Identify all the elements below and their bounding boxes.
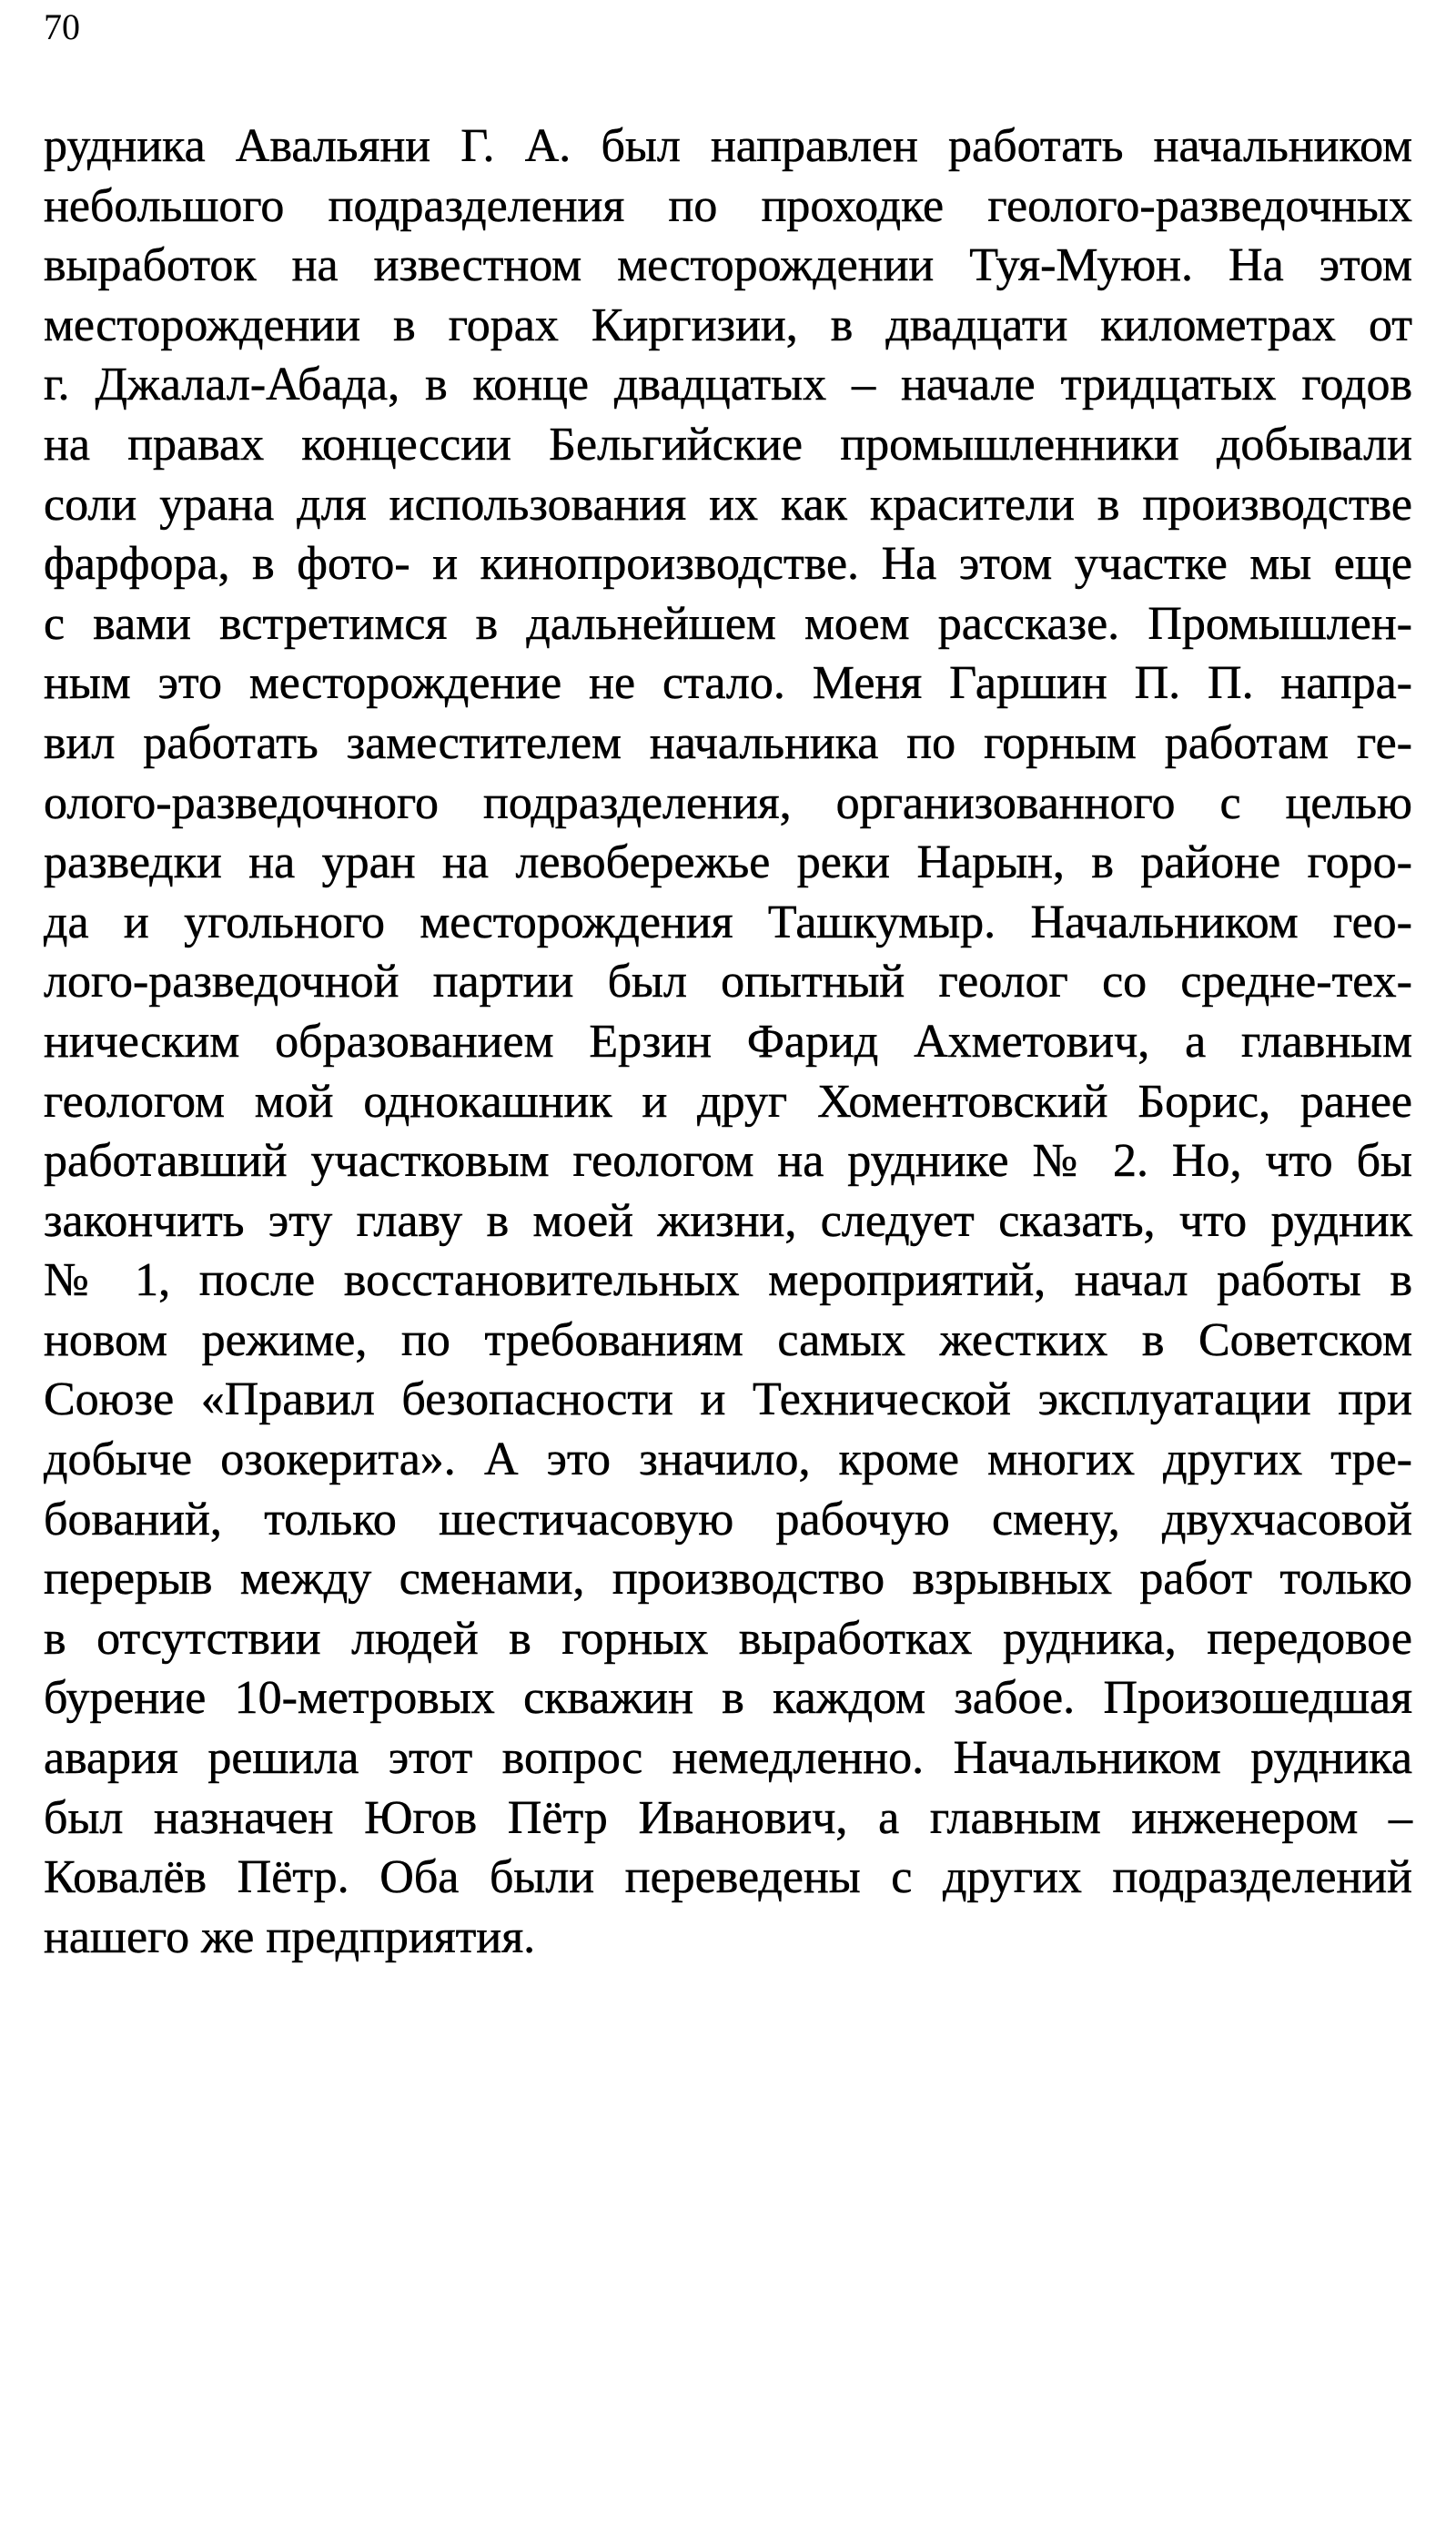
text-line: Союзе «Правил безопасности и Технической эксплуатации при [44,1373,1412,1426]
text-line: перерыв между сменами, производство взрывных работ только [44,1553,1412,1606]
text-line: на правах концессии Бельгийские промышленники добывали [44,418,1412,471]
text-line: бований, только шестичасовую рабочую смену, двухчасовой [44,1493,1412,1545]
text-line: выработок на известном месторождении Туя-Муюн. На этом [44,239,1412,292]
text-line: № 1, после восстановительных мероприятий, начал работы в [44,1254,1412,1307]
text-line: бурение 10-метровых скважин в каждом забое. Произошедшая [44,1672,1412,1725]
text-line: ным это месторождение не стало. Меня Гаршин П. П. напра- [44,657,1412,710]
text-line: с вами встретимся в дальнейшем моем рассказе. Промышлен- [44,597,1412,650]
text-line: лого-разведочной партии был опытный геолог со средне-тех- [44,956,1412,1008]
text-line: месторождении в горах Киргизии, в двадцати километрах от [44,299,1412,351]
text-line: Ковалёв Пётр. Оба были переведены с других подразделений [44,1851,1412,1904]
text-line: закончить эту главу в моей жизни, следует сказать, что рудник [44,1194,1412,1247]
text-line: небольшого подразделения по проходке геолого-разведочных [44,179,1412,232]
text-line: работавший участковым геологом на руднике № 2. Но, что бы [44,1135,1412,1188]
page-body-text [44,117,1412,1967]
text-line: олого-разведочного подразделения, организованного с целью [44,776,1412,829]
text-line: был назначен Югов Пётр Иванович, а главным инженером – [44,1791,1412,1844]
text-line: соли урана для использования их как красители в производстве [44,478,1412,531]
text-line: нашего же предприятия. [44,1910,536,1963]
text-line: г. Джалал-Абада, в конце двадцатых – начале тридцатых годов [44,359,1412,411]
text-line: рудника Авальяни Г. А. был направлен работать начальником [44,120,1412,172]
text-line: да и угольного месторождения Ташкумыр. Начальником гео- [44,896,1412,948]
text-line: ническим образованием Ерзин Фарид Ахметович, а главным [44,1015,1412,1068]
text-line: авария решила этот вопрос немедленно. Начальником рудника [44,1732,1412,1785]
text-line: новом режиме, по требованиям самых жестких в Советском [44,1313,1412,1366]
text-line: геологом мой однокашник и друг Хоментовский Борис, ранее [44,1075,1412,1128]
text-line: фарфора, в фото- и кинопроизводстве. На этом участке мы еще [44,538,1412,591]
text-line: разведки на уран на левобережье реки Нарын, в районе горо- [44,836,1412,889]
text-line: в отсутствии людей в горных выработках рудника, передовое [44,1612,1412,1665]
text-line: добыче озокерита». А это значило, кроме многих других тре- [44,1434,1412,1486]
text-line: вил работать заместителем начальника по горным работам ге- [44,716,1412,769]
page-number: 70 [44,6,80,47]
